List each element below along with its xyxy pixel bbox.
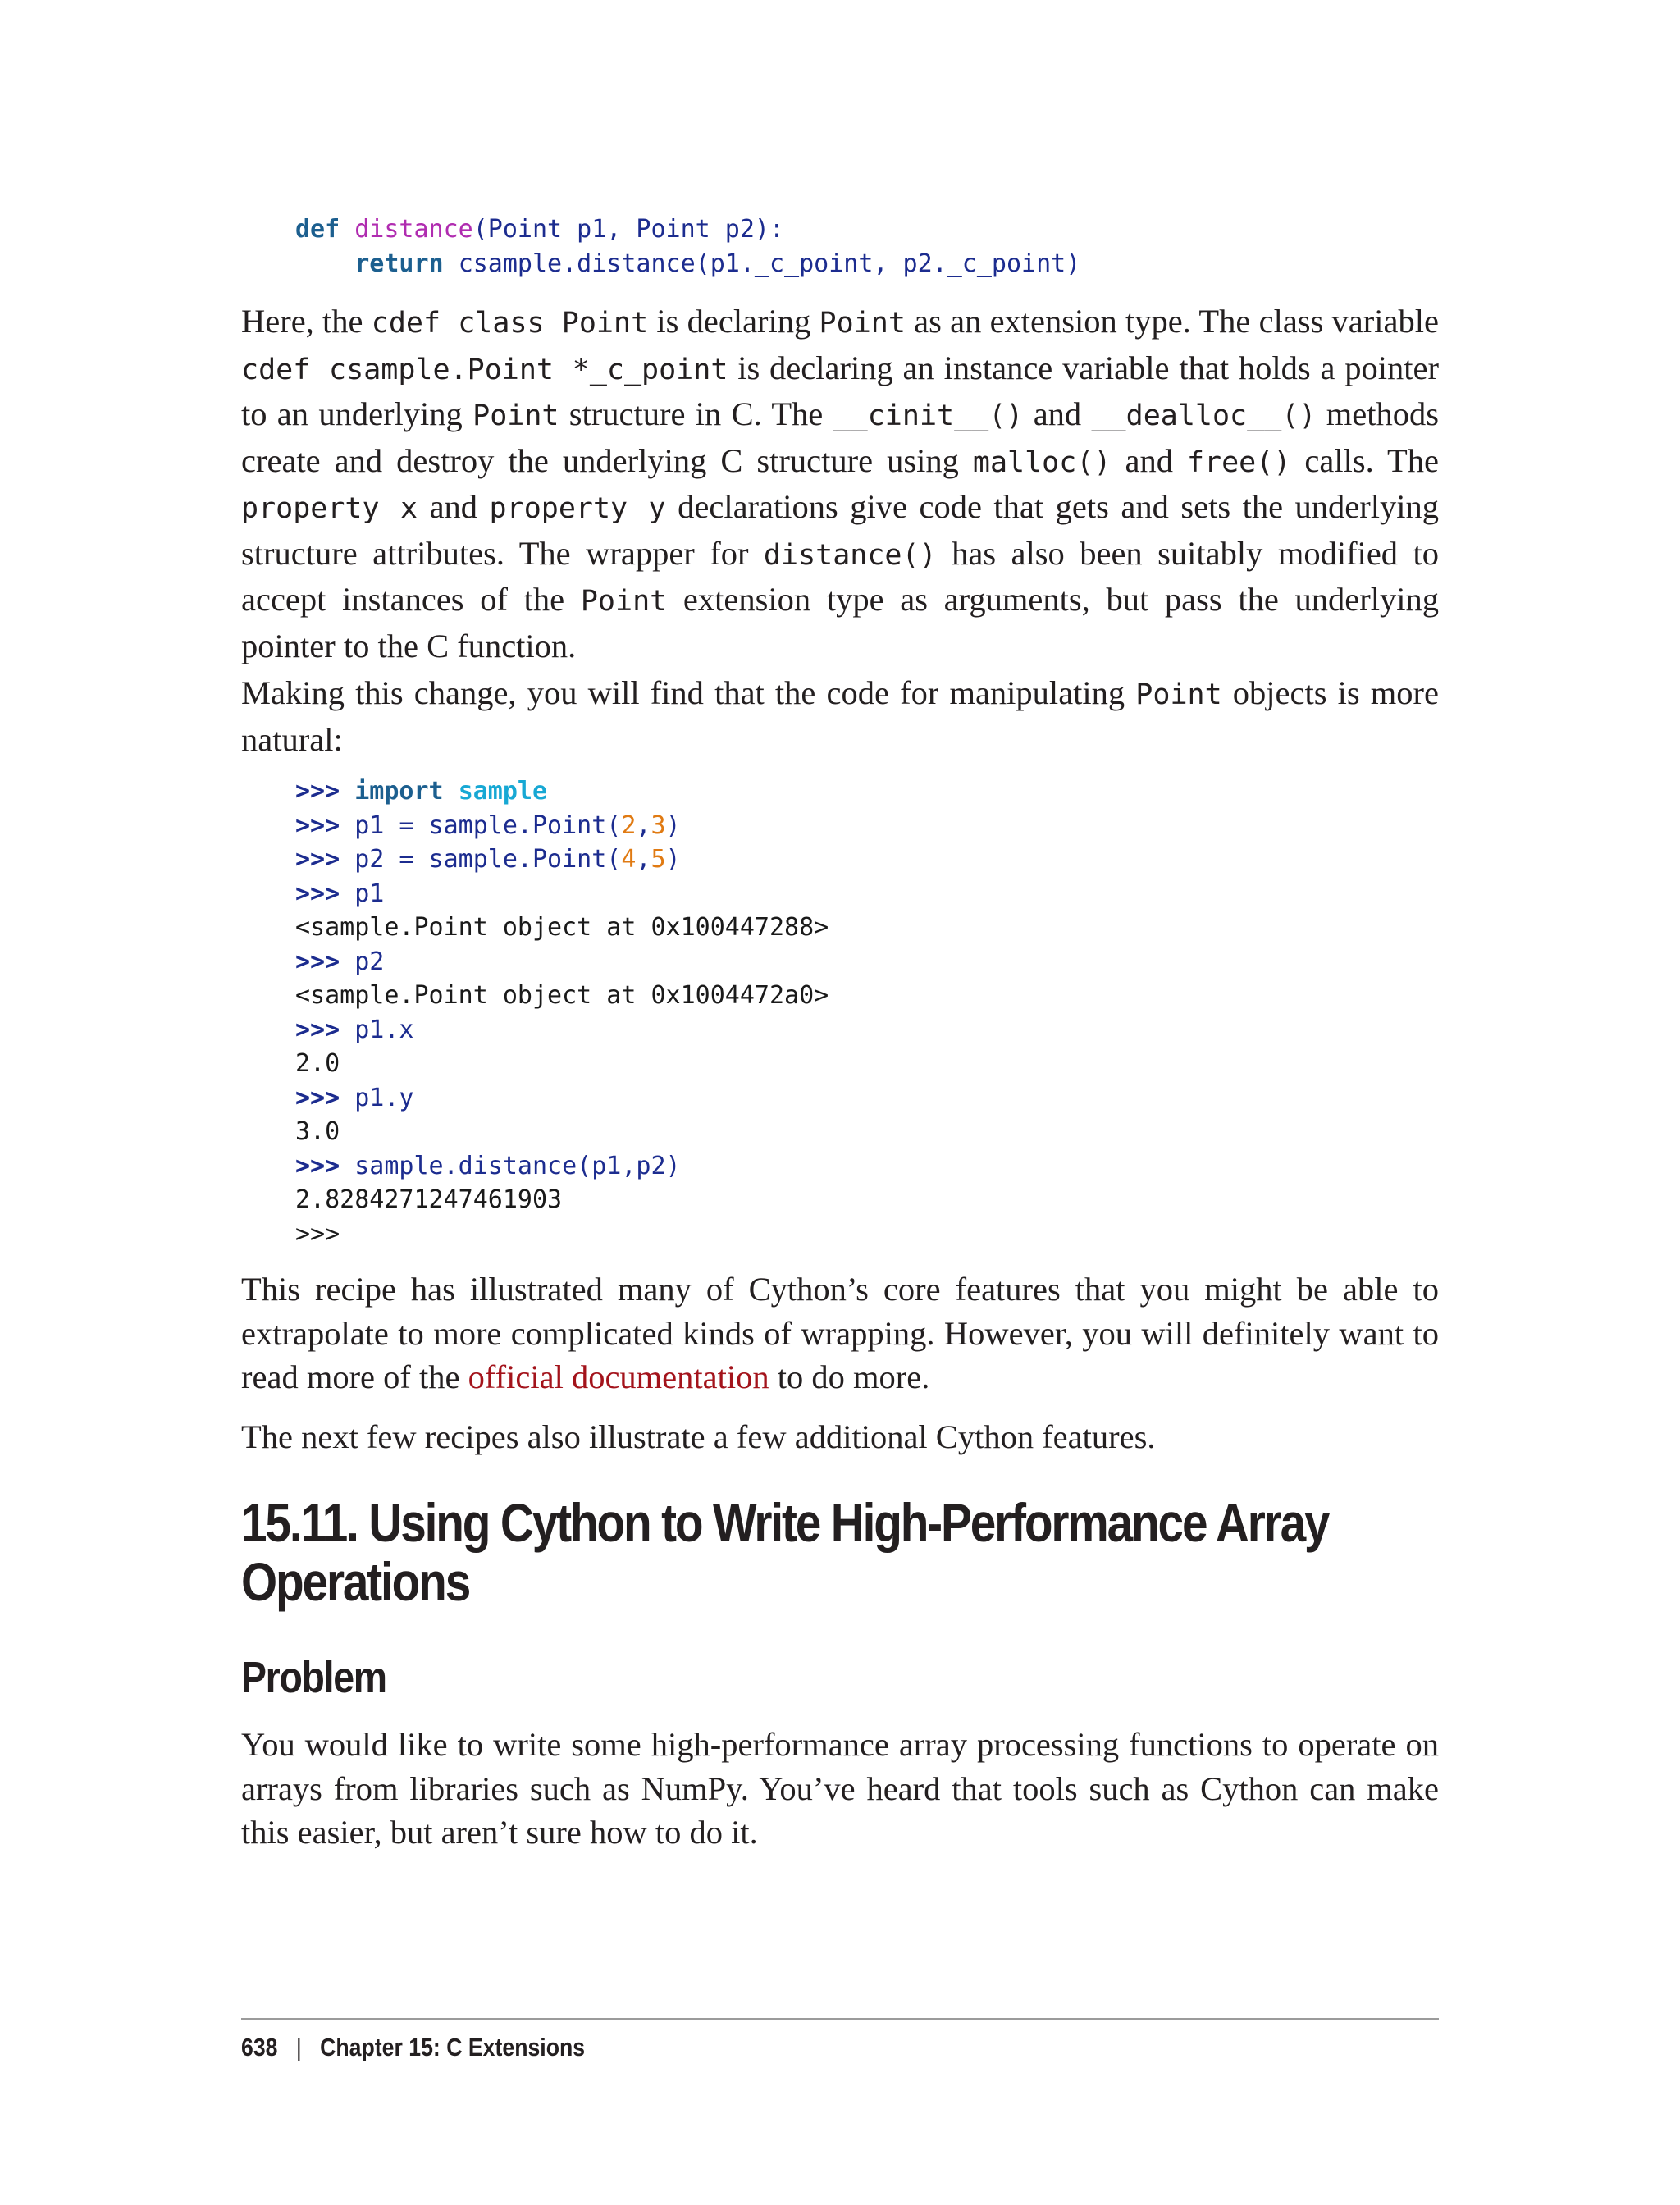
- official-documentation-link[interactable]: official documentation: [468, 1358, 769, 1395]
- code-keyword: return: [354, 249, 444, 278]
- code-function-name: distance: [354, 215, 473, 244]
- code-return-expr: csample.distance(p1._c_point, p2._c_point): [458, 249, 1081, 278]
- paragraph-next-recipes: The next few recipes also illustrate a few additional Cython features.: [241, 1418, 1156, 1455]
- paragraph-problem: You would like to write some high-performance array processing functions to operate on arrays from libraries such as NumPy. You’ve heard that tools such as Cython can make this easier, but aren’t sure how to do it.: [241, 1726, 1439, 1851]
- code-keyword: def: [295, 215, 340, 244]
- paragraph-recipe-summary: This recipe has illustrated many of Cython’s core features that you might be able to extrapolate to more complicated kinds of wrapping. However, you will definitely want to read more of the official documentation to do more.: [241, 1271, 1439, 1395]
- subsection-title: Problem: [241, 1653, 386, 1702]
- page-number: 638: [241, 2033, 278, 2061]
- code-block-repl-session: >>> import sample >>> p1 = sample.Point(2,3) >>> p2 = sample.Point(4,5) >>> p1 <sample.Point object at 0x100447288> >>> p2 <sample.Point object at 0x1004472a0> >>> p1.x 2.0 >>> p1.y 3.0 >>> sample.distance(p1,p2) 2.8284271247461903 >>>: [295, 777, 829, 1249]
- paragraph-making-change: Making this change, you will find that the code for manipulating Point objects is more natural:: [241, 674, 1439, 758]
- paragraph-extension-type: Here, the cdef class Point is declaring Point as an extension type. The class variable cdef csample.Point *_c_point is declaring an instance variable that holds a pointer to an underlying Point structure in C. The __cinit__() and __dealloc__() methods create and destroy the underlying C structure using malloc() and free() calls. The property x and property y declarations give code that gets and sets the underlying structure attributes. The wrapper for distance() has also been suitably modified to accept instances of the Point extension type as arguments, but pass the underlying pointer to the C function.: [241, 303, 1440, 664]
- section-heading: [241, 1493, 1439, 1611]
- code-args: (Point p1, Point p2):: [472, 215, 785, 244]
- subsection-heading: [241, 1653, 1439, 1702]
- chapter-title: Chapter 15: C Extensions: [320, 2033, 586, 2061]
- section-title: 15.11. Using Cython to Write High-Performance Array Operations: [241, 1492, 1329, 1612]
- footer-separator: |: [295, 2033, 302, 2061]
- footer-rule: [241, 2018, 1439, 2020]
- page-footer: [241, 2033, 585, 2062]
- code-block-distance: [295, 212, 1080, 281]
